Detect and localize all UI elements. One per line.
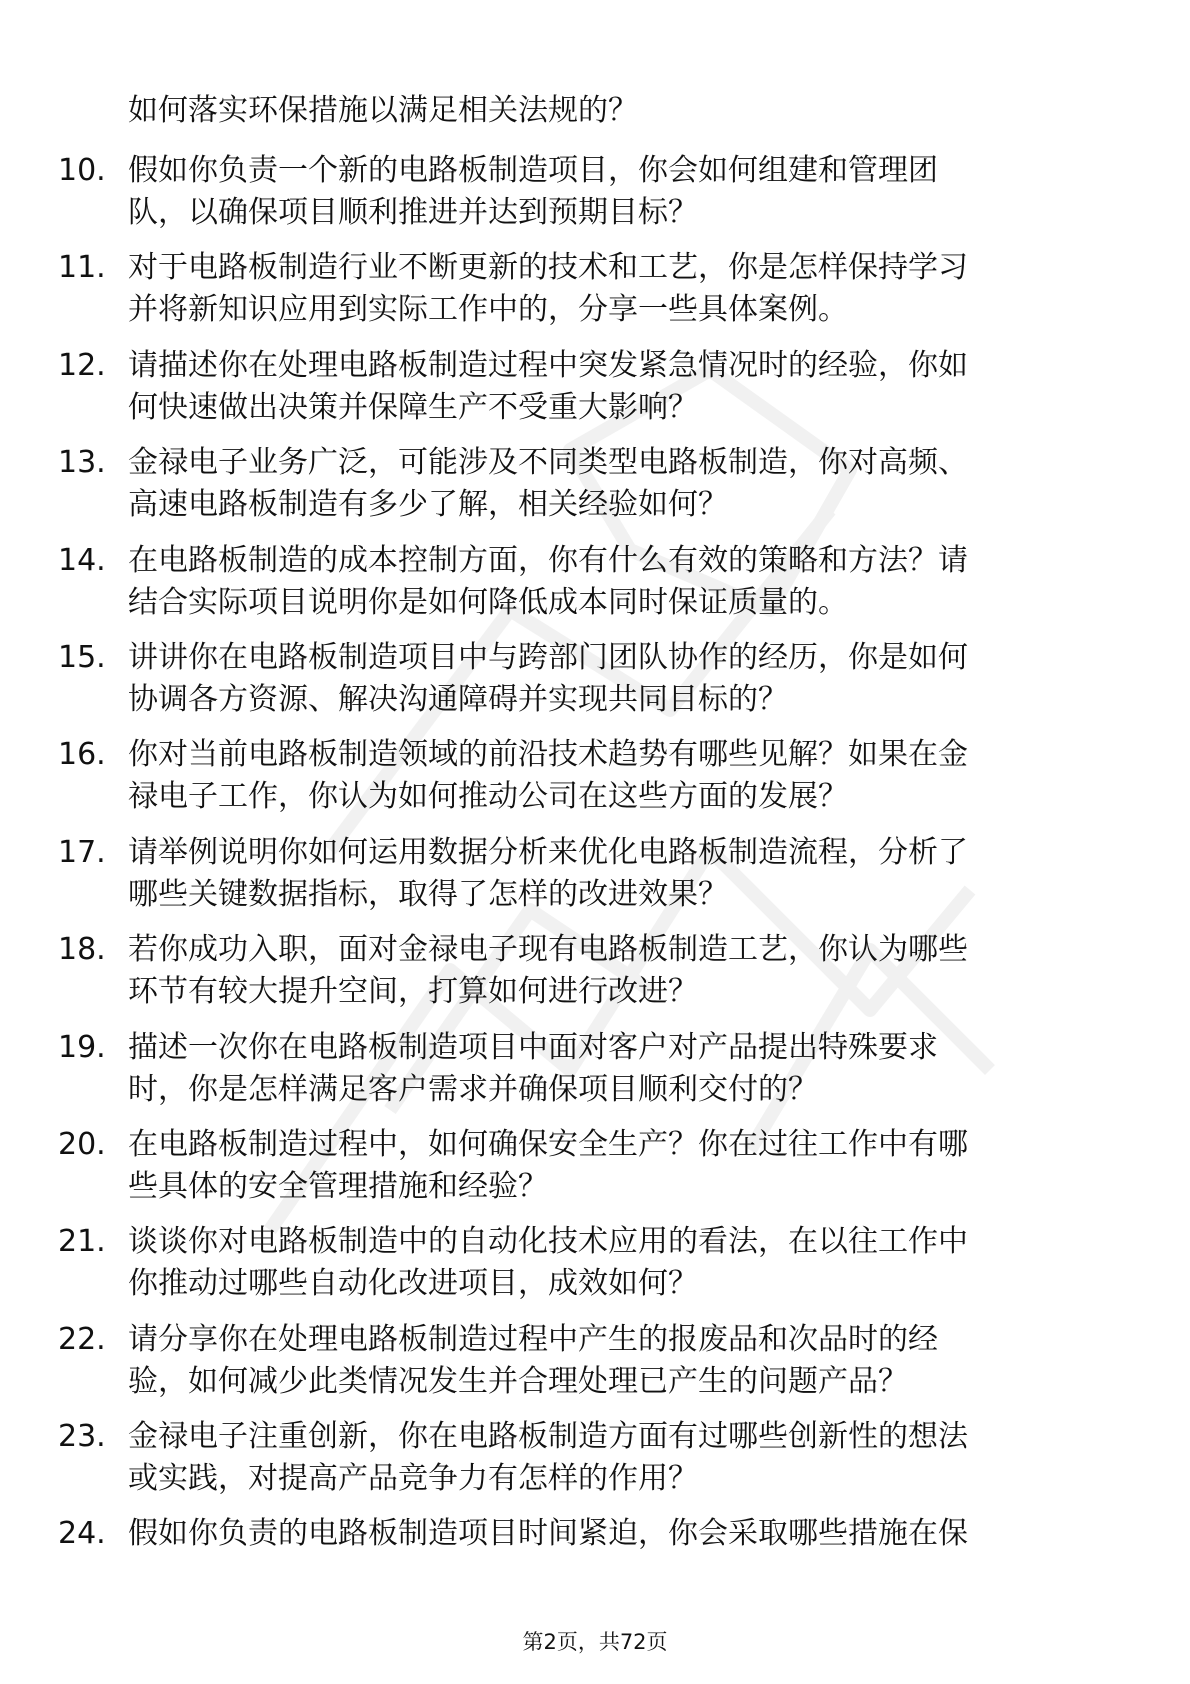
question-line: 你推动过哪些自动化改进项目，成效如何？	[128, 1266, 698, 1302]
question-number: 14.	[58, 542, 106, 578]
question-line: 在电路板制造过程中，如何确保安全生产？你在过往工作中有哪	[128, 1126, 968, 1162]
question-line: 禄电子工作，你认为如何推动公司在这些方面的发展？	[128, 779, 848, 815]
list-item	[0, 1221, 1190, 1318]
question-number: 24.	[58, 1516, 106, 1552]
question-text	[128, 929, 1108, 1013]
question-line: 并将新知识应用到实际工作中的，分享一些具体案例。	[128, 292, 848, 328]
question-line: 金禄电子业务广泛，可能涉及不同类型电路板制造，你对高频、	[128, 445, 968, 481]
question-text	[128, 345, 1108, 429]
question-line: 若你成功入职，面对金禄电子现有电路板制造工艺，你认为哪些	[128, 932, 968, 968]
question-line: 请分享你在处理电路板制造过程中产生的报废品和次品时的经	[128, 1321, 938, 1357]
list-item	[0, 442, 1190, 539]
question-line: 金禄电子注重创新，你在电路板制造方面有过哪些创新性的想法	[128, 1419, 968, 1455]
question-number: 11.	[58, 250, 106, 286]
question-line: 何快速做出决策并保障生产不受重大影响？	[128, 389, 698, 425]
question-number: 21.	[58, 1224, 106, 1260]
question-number: 19.	[58, 1029, 106, 1065]
question-number: 15.	[58, 639, 106, 675]
question-line: 假如你负责一个新的电路板制造项目，你会如何组建和管理团	[128, 153, 938, 188]
question-number: 22.	[58, 1321, 106, 1357]
page-footer: 第2页，共72页	[522, 1630, 668, 1654]
list-item	[0, 1513, 1190, 1610]
question-line: 请举例说明你如何运用数据分析来优化电路板制造流程，分析了	[128, 834, 968, 870]
question-line: 讲讲你在电路板制造项目中与跨部门团队协作的经历，你是如何	[128, 639, 968, 675]
question-line: 请描述你在处理电路板制造过程中突发紧急情况时的经验，你如	[128, 347, 968, 383]
question-number: 16.	[58, 737, 106, 773]
question-number: 13.	[58, 445, 106, 481]
list-item	[0, 929, 1190, 1026]
question-line: 在电路板制造的成本控制方面，你有什么有效的策略和方法？请	[128, 542, 968, 578]
question-line: 描述一次你在电路板制造项目中面对客户对产品提出特殊要求	[128, 1029, 938, 1065]
question-number: 12.	[58, 347, 106, 383]
question-line: 高速电路板制造有多少了解，相关经验如何？	[128, 487, 728, 523]
list-item	[0, 734, 1190, 831]
question-text	[128, 540, 1108, 624]
list-item	[0, 637, 1190, 734]
question-line: 谈谈你对电路板制造中的自动化技术应用的看法，在以往工作中	[128, 1224, 968, 1260]
question-text	[128, 734, 1108, 818]
question-number: 17.	[58, 834, 106, 870]
question-number: 20.	[58, 1126, 106, 1162]
question-text	[128, 1124, 1108, 1208]
question-number: 23.	[58, 1419, 106, 1455]
question-text	[128, 1416, 1108, 1500]
question-number: 10.	[58, 153, 106, 188]
question-text	[128, 442, 1108, 526]
question-line: 或实践，对提高产品竞争力有怎样的作用？	[128, 1461, 698, 1497]
list-item	[0, 832, 1190, 929]
list-item	[0, 1319, 1190, 1416]
question-text	[128, 1513, 1108, 1555]
list-item	[0, 1027, 1190, 1124]
list-item	[0, 150, 1190, 247]
list-item	[0, 540, 1190, 637]
question-line: 些具体的安全管理措施和经验？	[128, 1168, 548, 1204]
question-text	[128, 1027, 1108, 1111]
question-text	[128, 1319, 1108, 1403]
question-line: 你对当前电路板制造领域的前沿技术趋势有哪些见解？如果在金	[128, 737, 968, 773]
question-text	[128, 150, 1108, 234]
list-item	[0, 1416, 1190, 1513]
question-line: 环节有较大提升空间，打算如何进行改进？	[128, 974, 698, 1010]
list-item	[0, 247, 1190, 344]
question-text	[128, 832, 1108, 916]
question-line: 哪些关键数据指标，取得了怎样的改进效果？	[128, 876, 728, 912]
continued-question-text: 如何落实环保措施以满足相关法规的？	[128, 93, 638, 128]
question-text	[128, 1221, 1108, 1305]
question-line: 队，以确保项目顺利推进并达到预期目标？	[128, 195, 698, 230]
question-text	[128, 247, 1108, 331]
question-line: 结合实际项目说明你是如何降低成本同时保证质量的。	[128, 584, 848, 620]
question-line: 时，你是怎样满足客户需求并确保项目顺利交付的？	[128, 1071, 818, 1107]
question-line: 假如你负责的电路板制造项目时间紧迫，你会采取哪些措施在保	[128, 1516, 968, 1552]
question-line: 协调各方资源、解决沟通障碍并实现共同目标的？	[128, 681, 788, 717]
question-number: 18.	[58, 932, 106, 968]
question-line: 对于电路板制造行业不断更新的技术和工艺，你是怎样保持学习	[128, 250, 968, 286]
question-text	[128, 637, 1108, 721]
list-item	[0, 1124, 1190, 1221]
question-line: 验，如何减少此类情况发生并合理处理已产生的问题产品？	[128, 1363, 908, 1399]
list-item	[0, 345, 1190, 442]
question-list	[0, 150, 1190, 1611]
